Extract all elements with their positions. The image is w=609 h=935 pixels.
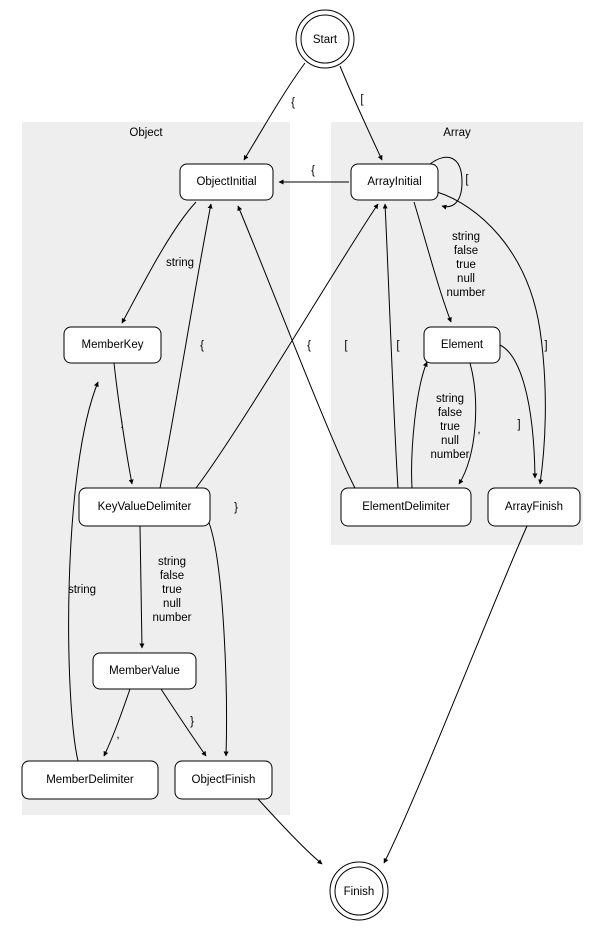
cluster-object <box>22 122 290 815</box>
node-arrayfinish-label: ArrayFinish <box>504 501 564 514</box>
node-memberdelimiter-label: MemberDelimiter <box>46 774 134 787</box>
edge-label-elementdelim-to-element-line-1: string <box>435 393 465 406</box>
node-arrayinitial[interactable] <box>351 164 438 200</box>
edge-label-keyvalue-to-arrayinitial: [ <box>344 340 348 353</box>
edge-label-elementdelim-to-element-line-4: null <box>441 435 459 448</box>
node-objectfinish[interactable] <box>175 761 272 799</box>
node-membervalue-label: MemberValue <box>109 665 180 678</box>
edge-label-keyvalue-to-membervalue-line-2: false <box>159 570 185 583</box>
edge-label-arrayinitial-to-element-line-1: string <box>451 231 481 244</box>
edge-label-membervalue-to-memberdelim: , <box>116 729 120 742</box>
edge-label-elementdelim-to-objectinitial: { <box>307 340 311 353</box>
node-keyvaluedelimiter[interactable] <box>79 488 210 526</box>
edge-label-arrayinitial-to-element-line-3: true <box>456 259 476 272</box>
node-objectinitial-label: ObjectInitial <box>196 176 257 189</box>
node-finish[interactable] <box>330 862 388 920</box>
node-keyvaluedelimiter-label: KeyValueDelimiter <box>97 501 192 514</box>
edge-label-arrayinitial-to-element-line-4: null <box>457 273 475 286</box>
node-finish-label: Finish <box>343 886 375 899</box>
edge-label-elementdelim-to-arrayinitial: [ <box>396 340 400 353</box>
edge-label-elementdelim-to-element-line-2: false <box>437 407 463 420</box>
node-membervalue[interactable] <box>93 653 196 689</box>
node-arrayfinish[interactable] <box>488 488 580 526</box>
edge-label-arrayinitial-to-element-line-2: false <box>453 245 479 258</box>
node-memberkey-label: MemberKey <box>81 339 144 352</box>
edge-label-keyvalue-to-membervalue-line-3: true <box>162 584 182 597</box>
edge-label-arrayinitial-to-element-line-5: number <box>446 287 486 300</box>
node-objectfinish-label: ObjectFinish <box>191 774 256 787</box>
edge-label-start-to-array: [ <box>360 94 364 107</box>
edge-label-keyvalue-to-membervalue-line-1: string <box>157 556 187 569</box>
edge-label-element-to-elementdelim: , <box>477 424 481 437</box>
cluster-object-label: Object <box>129 127 163 140</box>
node-memberkey[interactable] <box>64 327 161 363</box>
edge-label-array-to-object: { <box>311 165 315 178</box>
node-element[interactable] <box>424 327 500 363</box>
edge-label-object-to-memberkey: string <box>165 257 195 270</box>
node-objectinitial[interactable] <box>180 164 273 200</box>
edge-label-keyvalue-to-membervalue-line-5: number <box>152 612 192 625</box>
node-elementdelimiter[interactable] <box>341 488 471 526</box>
edge-label-memberdelim-to-memberkey: string <box>67 584 97 597</box>
cluster-object-rect <box>22 122 290 815</box>
edge-label-elementdelim-to-element-line-3: true <box>440 421 460 434</box>
edge-label-keyvalue-to-objectfinish: } <box>234 502 238 515</box>
edge-label-array-self: [ <box>465 174 469 187</box>
node-element-label: Element <box>440 339 484 352</box>
edge-label-element-to-arrayfinish: ] <box>544 340 548 353</box>
edge-label-memberkey-to-keyvalue: : <box>120 419 124 432</box>
node-elementdelimiter-label: ElementDelimiter <box>362 501 450 514</box>
cluster-array-label: Array <box>443 127 471 140</box>
edge-label-element-to-arrayfinish-2: ] <box>517 419 521 432</box>
node-start-label: Start <box>312 34 338 47</box>
edge-label-start-to-object: { <box>291 97 295 110</box>
edge-arrayfinish-to-finish <box>384 526 527 863</box>
node-start[interactable] <box>296 10 354 68</box>
edge-label-membervalue-to-objectfinish: } <box>190 716 194 729</box>
node-arrayinitial-label: ArrayInitial <box>367 176 422 189</box>
node-memberdelimiter[interactable] <box>22 761 158 799</box>
edge-label-keyvalue-to-membervalue-line-4: null <box>163 598 181 611</box>
edge-label-elementdelim-to-element-line-5: number <box>430 449 470 462</box>
edge-label-keyvalue-to-objectinitial: { <box>200 340 204 353</box>
